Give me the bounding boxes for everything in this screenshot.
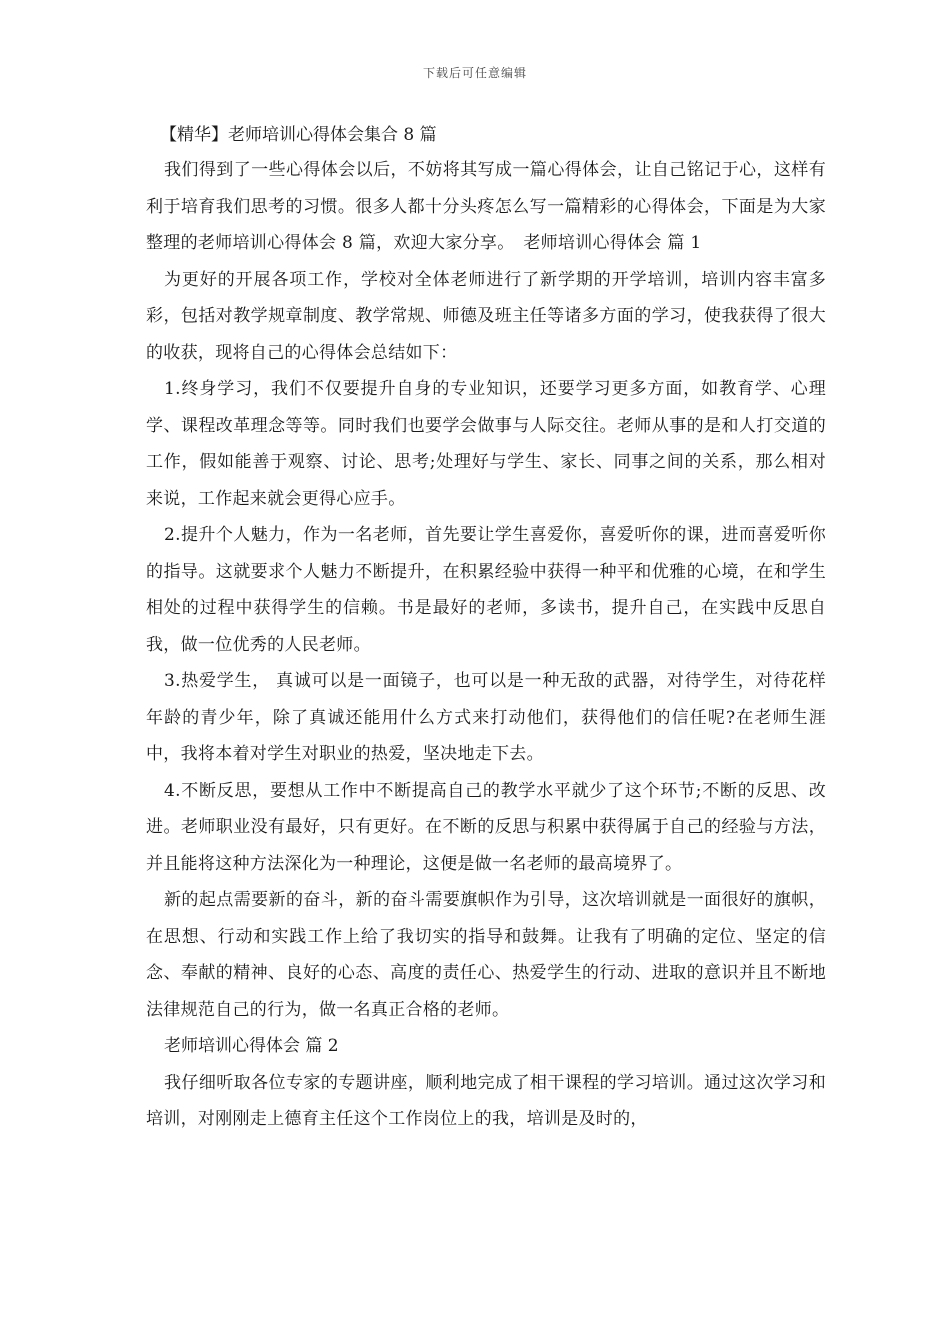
article1-closing: 新的起点需要新的奋斗，新的奋斗需要旗帜作为引导，这次培训就是一面很好的旗帜，在思想、行动和实践工作上给了我切实的指导和鼓舞。让我有了明确的定位、坚定的信念、奉献的精神、良好的心态、高度的责任心、热爱学生的行动、进取的意识并且不断地法律规范自己的行为，做一名真正合格的老师。 <box>146 890 826 1020</box>
article1-opening: 为更好的开展各项工作，学校对全体老师进行了新学期的开学培训，培训内容丰富多彩，包括对教学规章制度、教学常规、师德及班主任等诸多方面的学习，使我获得了很大的收获，现将自己的心得体会总结如下： <box>146 269 826 363</box>
article1-point-2: 2.提升个人魅力，作为一名老师，首先要让学生喜爱你，喜爱听你的课，进而喜爱听你的指导。这就要求个人魅力不断提升，在积累经验中获得一种平和优雅的心境，在和学生相处的过程中获得学生的信赖。书是最好的老师，多读书，提升自己，在实践中反思自我，做一位优秀的人民老师。 <box>146 525 826 655</box>
document-body <box>146 118 826 1138</box>
article2-opening: 我仔细听取各位专家的专题讲座，顺利地完成了相干课程的学习培训。通过这次学习和培训，对刚刚走上德育主任这个工作岗位上的我，培训是及时的， <box>146 1072 826 1129</box>
intro-paragraph: 我们得到了一些心得体会以后，不妨将其写成一篇心得体会，让自己铭记于心，这样有利于培育我们思考的习惯。很多人都十分头疼怎么写一篇精彩的心得体会，下面是为大家整理的老师培训心得体会 8 篇，欢迎大家分享。 老师培训心得体会 篇 1 <box>146 160 826 253</box>
document-title: 【精华】老师培训心得体会集合 8 篇 <box>160 125 437 145</box>
article1-point-3: 3.热爱学生， 真诚可以是一面镜子，也可以是一种无敌的武器，对待学生，对待花样年龄的青少年，除了真诚还能用什么方式来打动他们，获得他们的信任呢?在老师生涯中，我将本着对学生对职业的热爱，坚决地走下去。 <box>146 671 826 764</box>
article1-point-1: 1.终身学习，我们不仅要提升自身的专业知识，还要学习更多方面，如教育学、心理学、课程改革理念等等。同时我们也要学会做事与人际交往。老师从事的是和人打交道的工作，假如能善于观察、讨论、思考;处理好与学生、家长、同事之间的关系，那么相对来说，工作起来就会更得心应手。 <box>146 379 826 509</box>
article1-point-4: 4.不断反思，要想从工作中不断提高自己的教学水平就少了这个环节;不断的反思、改进。老师职业没有最好，只有更好。在不断的反思与积累中获得属于自己的经验与方法，并且能将这种方法深化为一种理论，这便是做一名老师的最高境界了。 <box>146 780 826 874</box>
article2-heading: 老师培训心得体会 篇 2 <box>164 1036 339 1056</box>
header-note: 下载后可任意编辑 <box>422 66 527 80</box>
